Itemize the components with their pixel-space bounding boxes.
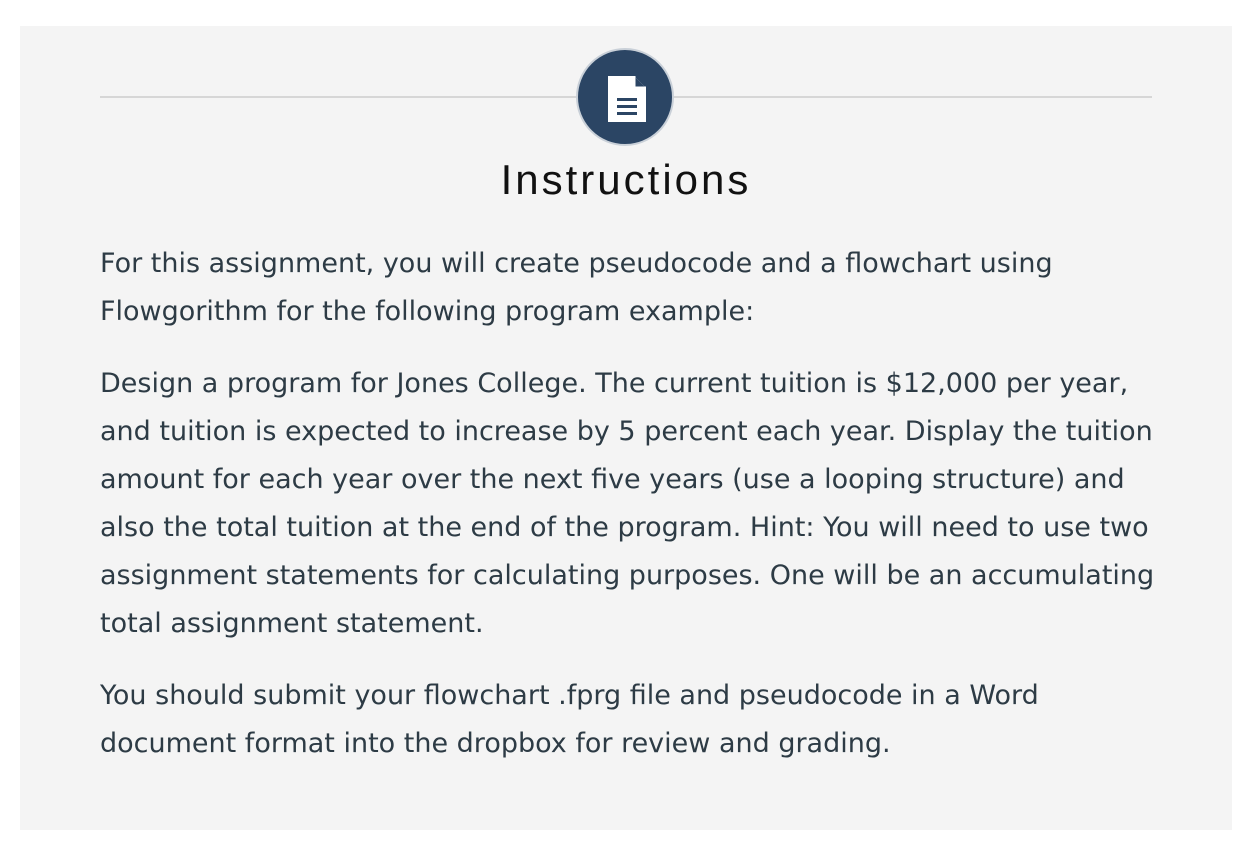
paragraph-problem: Design a program for Jones College. The current tuition is $12,000 per year, and tuition is expected to increase by 5 percent each year. Display the tuition amount for each year over the next five years (use a looping structure) and also the total tuition at the end of the program. Hint: You will need to use two assignment statements for calculating purposes. One will be an accumulating total assignment statement. <box>100 368 1155 639</box>
paragraph-intro: For this assignment, you will create pseudocode and a flowchart using Flowgorithm for the following program example: <box>100 248 1053 327</box>
page-title: Instructions <box>500 156 752 203</box>
document-icon-glyph <box>606 74 648 124</box>
instructions-body <box>100 240 1160 792</box>
document-icon <box>576 48 674 146</box>
paragraph-submission: You should submit your flowchart .fprg file and pseudocode in a Word document format into the dropbox for review and grading. <box>100 680 1039 759</box>
instructions-panel <box>20 26 1232 830</box>
